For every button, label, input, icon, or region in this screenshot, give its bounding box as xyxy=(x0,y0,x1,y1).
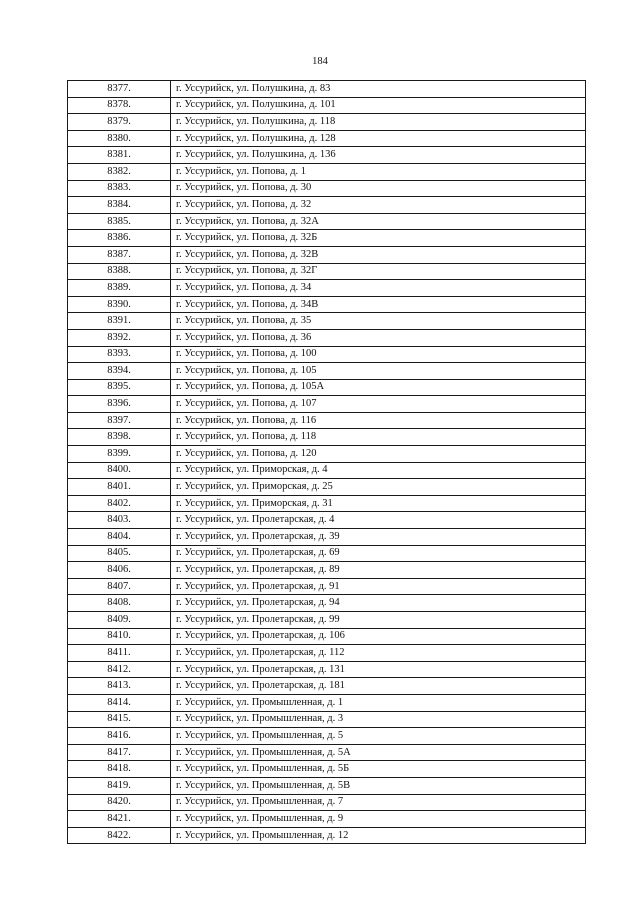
row-number-cell: 8390. xyxy=(68,296,171,313)
table-row xyxy=(68,495,586,512)
address-cell: г. Уссурийск, ул. Приморская, д. 31 xyxy=(171,495,586,512)
address-cell: г. Уссурийск, ул. Полушкина, д. 136 xyxy=(171,147,586,164)
address-cell: г. Уссурийск, ул. Приморская, д. 4 xyxy=(171,462,586,479)
row-number-cell: 8421. xyxy=(68,811,171,828)
address-cell: г. Уссурийск, ул. Полушкина, д. 128 xyxy=(171,130,586,147)
row-number-cell: 8382. xyxy=(68,163,171,180)
address-cell: г. Уссурийск, ул. Промышленная, д. 5А xyxy=(171,744,586,761)
row-number-cell: 8418. xyxy=(68,761,171,778)
row-number-cell: 8399. xyxy=(68,446,171,463)
address-cell: г. Уссурийск, ул. Попова, д. 32В xyxy=(171,246,586,263)
address-cell: г. Уссурийск, ул. Попова, д. 107 xyxy=(171,396,586,413)
address-cell: г. Уссурийск, ул. Попова, д. 36 xyxy=(171,329,586,346)
table-row xyxy=(68,197,586,214)
table-row xyxy=(68,114,586,131)
row-number-cell: 8419. xyxy=(68,777,171,794)
row-number-cell: 8391. xyxy=(68,313,171,330)
row-number-cell: 8380. xyxy=(68,130,171,147)
address-cell: г. Уссурийск, ул. Попова, д. 32 xyxy=(171,197,586,214)
row-number-cell: 8410. xyxy=(68,628,171,645)
address-cell: г. Уссурийск, ул. Промышленная, д. 3 xyxy=(171,711,586,728)
address-cell: г. Уссурийск, ул. Попова, д. 116 xyxy=(171,412,586,429)
row-number-cell: 8386. xyxy=(68,230,171,247)
table-row xyxy=(68,661,586,678)
row-number-cell: 8394. xyxy=(68,363,171,380)
table-row xyxy=(68,777,586,794)
table-row xyxy=(68,628,586,645)
address-cell: г. Уссурийск, ул. Попова, д. 118 xyxy=(171,429,586,446)
address-cell: г. Уссурийск, ул. Промышленная, д. 12 xyxy=(171,827,586,844)
address-cell: г. Уссурийск, ул. Попова, д. 34В xyxy=(171,296,586,313)
address-cell: г. Уссурийск, ул. Полушкина, д. 83 xyxy=(171,81,586,98)
row-number-cell: 8409. xyxy=(68,612,171,629)
row-number-cell: 8404. xyxy=(68,529,171,546)
table-row xyxy=(68,363,586,380)
table-row xyxy=(68,230,586,247)
address-cell: г. Уссурийск, ул. Попова, д. 105А xyxy=(171,379,586,396)
table-row xyxy=(68,612,586,629)
table-row xyxy=(68,728,586,745)
row-number-cell: 8414. xyxy=(68,694,171,711)
table-row xyxy=(68,296,586,313)
address-cell: г. Уссурийск, ул. Попова, д. 120 xyxy=(171,446,586,463)
page-number: 184 xyxy=(312,56,328,67)
table-row xyxy=(68,761,586,778)
table-row xyxy=(68,329,586,346)
table-row xyxy=(68,180,586,197)
row-number-cell: 8405. xyxy=(68,545,171,562)
row-number-cell: 8408. xyxy=(68,595,171,612)
address-cell: г. Уссурийск, ул. Промышленная, д. 9 xyxy=(171,811,586,828)
table-row xyxy=(68,578,586,595)
row-number-cell: 8400. xyxy=(68,462,171,479)
row-number-cell: 8392. xyxy=(68,329,171,346)
address-cell: г. Уссурийск, ул. Пролетарская, д. 112 xyxy=(171,645,586,662)
address-cell: г. Уссурийск, ул. Промышленная, д. 7 xyxy=(171,794,586,811)
row-number-cell: 8420. xyxy=(68,794,171,811)
row-number-cell: 8416. xyxy=(68,728,171,745)
row-number-cell: 8403. xyxy=(68,512,171,529)
table-row xyxy=(68,462,586,479)
row-number-cell: 8411. xyxy=(68,645,171,662)
row-number-cell: 8422. xyxy=(68,827,171,844)
table-row xyxy=(68,794,586,811)
table-row xyxy=(68,280,586,297)
table-row xyxy=(68,446,586,463)
address-cell: г. Уссурийск, ул. Попова, д. 35 xyxy=(171,313,586,330)
address-cell: г. Уссурийск, ул. Пролетарская, д. 99 xyxy=(171,612,586,629)
table-row xyxy=(68,313,586,330)
table-row xyxy=(68,429,586,446)
row-number-cell: 8383. xyxy=(68,180,171,197)
address-cell: г. Уссурийск, ул. Пролетарская, д. 181 xyxy=(171,678,586,695)
row-number-cell: 8396. xyxy=(68,396,171,413)
address-table-body xyxy=(68,81,586,844)
address-cell: г. Уссурийск, ул. Промышленная, д. 5Б xyxy=(171,761,586,778)
row-number-cell: 8401. xyxy=(68,479,171,496)
address-cell: г. Уссурийск, ул. Попова, д. 34 xyxy=(171,280,586,297)
address-cell: г. Уссурийск, ул. Промышленная, д. 5В xyxy=(171,777,586,794)
row-number-cell: 8393. xyxy=(68,346,171,363)
address-cell: г. Уссурийск, ул. Пролетарская, д. 91 xyxy=(171,578,586,595)
address-cell: г. Уссурийск, ул. Приморская, д. 25 xyxy=(171,479,586,496)
row-number-cell: 8377. xyxy=(68,81,171,98)
address-cell: г. Уссурийск, ул. Попова, д. 1 xyxy=(171,163,586,180)
row-number-cell: 8395. xyxy=(68,379,171,396)
row-number-cell: 8402. xyxy=(68,495,171,512)
row-number-cell: 8378. xyxy=(68,97,171,114)
row-number-cell: 8406. xyxy=(68,562,171,579)
row-number-cell: 8379. xyxy=(68,114,171,131)
table-row xyxy=(68,396,586,413)
table-row xyxy=(68,678,586,695)
table-row xyxy=(68,163,586,180)
table-row xyxy=(68,130,586,147)
address-cell: г. Уссурийск, ул. Пролетарская, д. 69 xyxy=(171,545,586,562)
row-number-cell: 8417. xyxy=(68,744,171,761)
address-cell: г. Уссурийск, ул. Попова, д. 30 xyxy=(171,180,586,197)
row-number-cell: 8397. xyxy=(68,412,171,429)
row-number-cell: 8387. xyxy=(68,246,171,263)
table-row xyxy=(68,412,586,429)
table-row xyxy=(68,81,586,98)
table-row xyxy=(68,263,586,280)
row-number-cell: 8412. xyxy=(68,661,171,678)
table-row xyxy=(68,213,586,230)
table-row xyxy=(68,379,586,396)
address-cell: г. Уссурийск, ул. Пролетарская, д. 106 xyxy=(171,628,586,645)
table-row xyxy=(68,562,586,579)
address-cell: г. Уссурийск, ул. Пролетарская, д. 94 xyxy=(171,595,586,612)
table-row xyxy=(68,529,586,546)
table-row xyxy=(68,595,586,612)
address-cell: г. Уссурийск, ул. Промышленная, д. 1 xyxy=(171,694,586,711)
address-table xyxy=(67,80,586,844)
address-cell: г. Уссурийск, ул. Попова, д. 32Б xyxy=(171,230,586,247)
row-number-cell: 8385. xyxy=(68,213,171,230)
table-row xyxy=(68,545,586,562)
address-cell: г. Уссурийск, ул. Пролетарская, д. 39 xyxy=(171,529,586,546)
table-row xyxy=(68,811,586,828)
row-number-cell: 8398. xyxy=(68,429,171,446)
table-row xyxy=(68,246,586,263)
address-cell: г. Уссурийск, ул. Пролетарская, д. 4 xyxy=(171,512,586,529)
address-cell: г. Уссурийск, ул. Попова, д. 32А xyxy=(171,213,586,230)
row-number-cell: 8407. xyxy=(68,578,171,595)
row-number-cell: 8381. xyxy=(68,147,171,164)
row-number-cell: 8389. xyxy=(68,280,171,297)
address-cell: г. Уссурийск, ул. Попова, д. 100 xyxy=(171,346,586,363)
table-row xyxy=(68,694,586,711)
address-cell: г. Уссурийск, ул. Попова, д. 32Г xyxy=(171,263,586,280)
table-row xyxy=(68,827,586,844)
table-row xyxy=(68,512,586,529)
table-row xyxy=(68,346,586,363)
address-cell: г. Уссурийск, ул. Пролетарская, д. 131 xyxy=(171,661,586,678)
table-row xyxy=(68,711,586,728)
address-cell: г. Уссурийск, ул. Промышленная, д. 5 xyxy=(171,728,586,745)
table-row xyxy=(68,479,586,496)
address-cell: г. Уссурийск, ул. Пролетарская, д. 89 xyxy=(171,562,586,579)
table-row xyxy=(68,97,586,114)
row-number-cell: 8413. xyxy=(68,678,171,695)
table-row xyxy=(68,645,586,662)
row-number-cell: 8384. xyxy=(68,197,171,214)
table-row xyxy=(68,147,586,164)
row-number-cell: 8415. xyxy=(68,711,171,728)
address-cell: г. Уссурийск, ул. Попова, д. 105 xyxy=(171,363,586,380)
table-row xyxy=(68,744,586,761)
row-number-cell: 8388. xyxy=(68,263,171,280)
address-cell: г. Уссурийск, ул. Полушкина, д. 101 xyxy=(171,97,586,114)
address-cell: г. Уссурийск, ул. Полушкина, д. 118 xyxy=(171,114,586,131)
